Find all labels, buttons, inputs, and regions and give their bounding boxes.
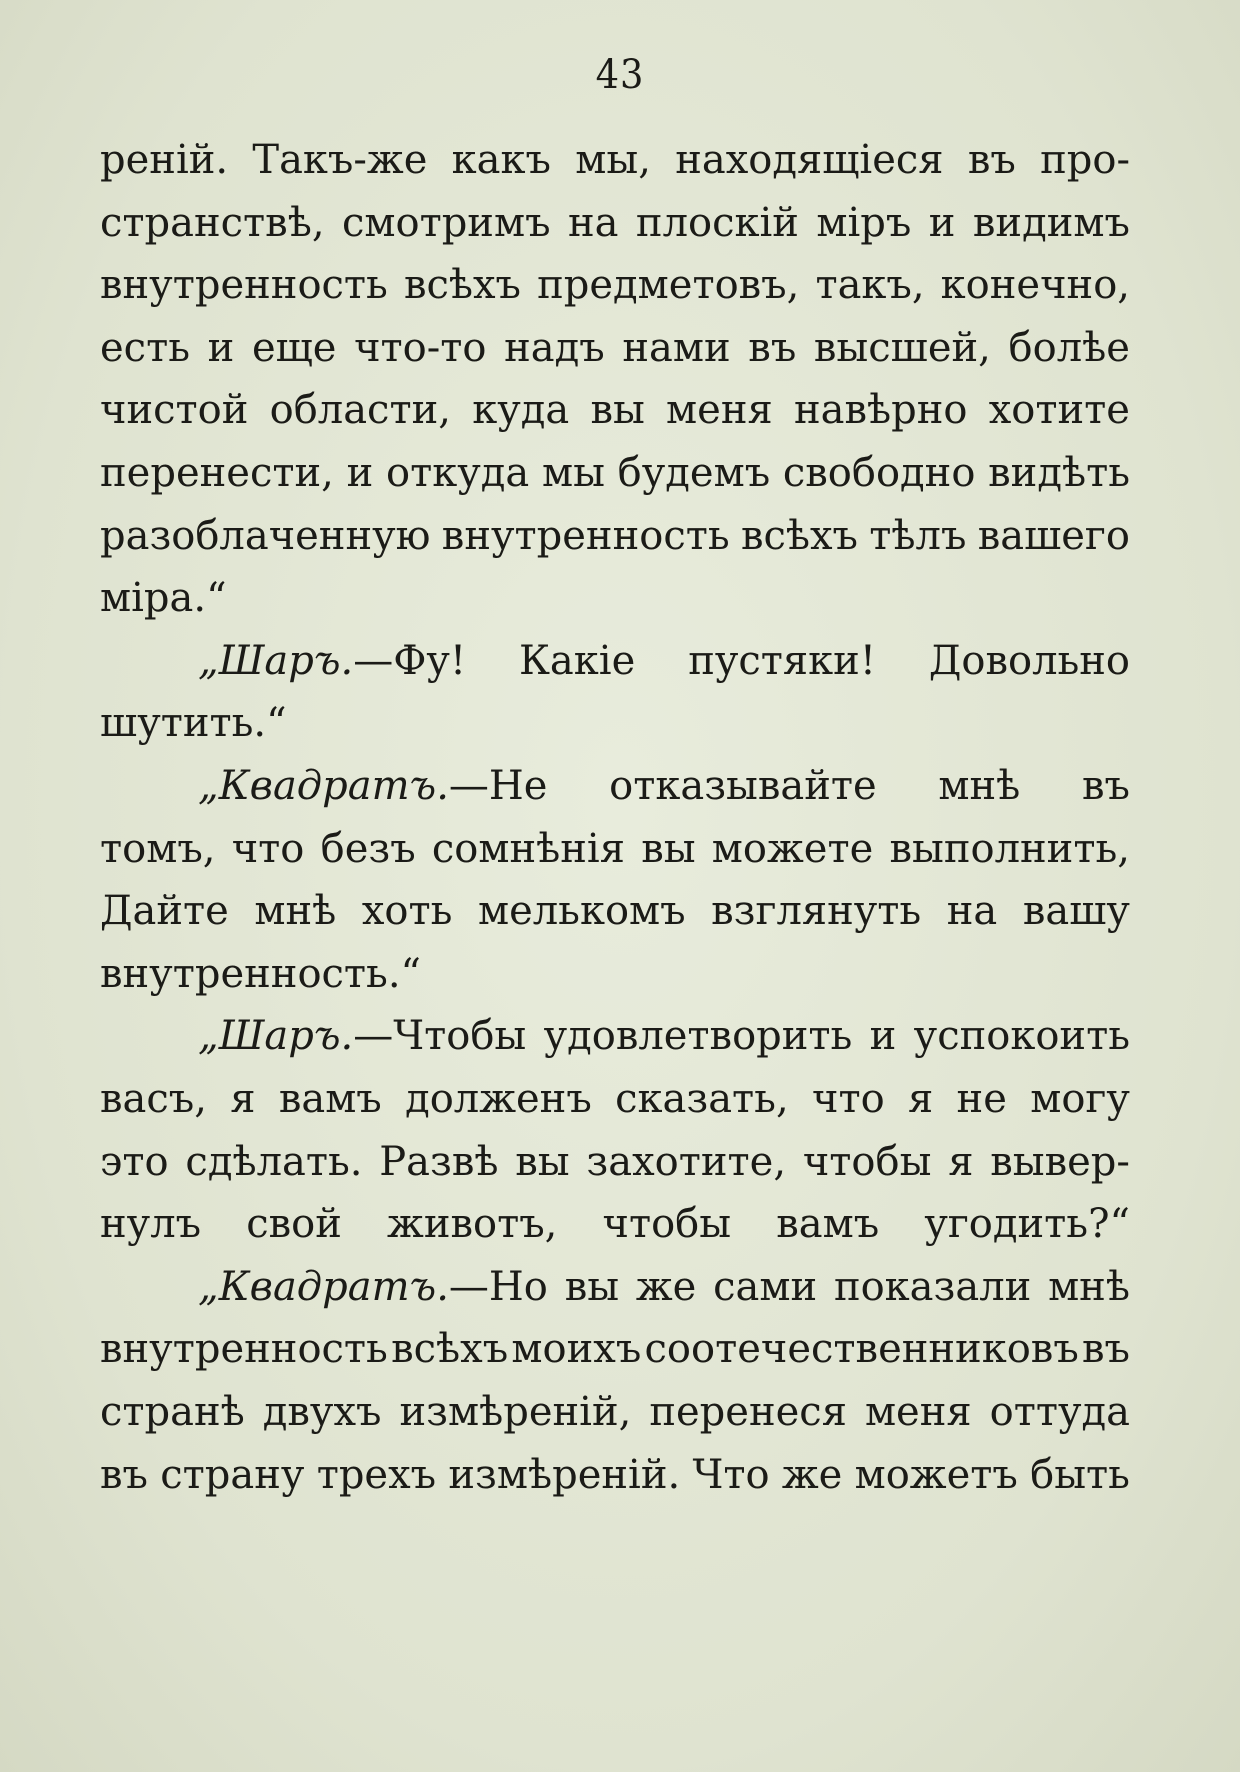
word: меня — [666, 387, 773, 434]
word: что — [812, 1076, 885, 1122]
word: угодить?“ — [924, 1201, 1130, 1248]
word: разоблаченную — [100, 512, 431, 559]
text-line — [100, 942, 1130, 1006]
word: вашу — [1022, 888, 1130, 935]
text-line — [100, 378, 1130, 442]
word: что — [231, 825, 305, 872]
speaker-name: „Квадратъ. — [198, 763, 449, 809]
word: —Но — [448, 1263, 548, 1310]
word: удовлетворить — [543, 1013, 853, 1060]
word: чистой — [100, 387, 249, 434]
text-line — [100, 817, 1130, 881]
text-line — [100, 1317, 1130, 1381]
word: захотите, — [586, 1138, 787, 1185]
word: Довольно — [928, 637, 1130, 684]
word: такъ, — [815, 262, 925, 309]
word: болѣе — [1008, 324, 1130, 371]
word: вы — [564, 1263, 620, 1310]
word: —Фу! — [353, 637, 467, 684]
word: измѣреній, — [399, 1389, 632, 1435]
text-line — [198, 754, 1130, 818]
text-line — [198, 629, 1130, 693]
word: животъ, — [387, 1201, 558, 1248]
word: тѣлъ — [869, 512, 967, 559]
text-line — [100, 128, 1130, 192]
speaker-lead — [198, 1255, 548, 1319]
word: показали — [833, 1263, 1032, 1310]
word: перенести, — [100, 450, 334, 496]
word: въ — [967, 137, 1016, 183]
text-line — [100, 1067, 1130, 1131]
word: что-то — [354, 324, 487, 371]
word: шутить.“ — [100, 700, 287, 747]
word: трехъ — [316, 1451, 437, 1498]
word: Что — [692, 1451, 770, 1498]
word: куда — [472, 387, 570, 434]
word: не — [956, 1076, 1007, 1122]
word: мнѣ — [938, 763, 1021, 809]
text-line — [100, 879, 1130, 943]
word: внутренность — [441, 512, 730, 559]
word: оттуда — [989, 1389, 1130, 1435]
word: какъ — [451, 137, 551, 183]
word: въ — [100, 1451, 148, 1498]
speaker-lead — [198, 629, 466, 693]
word: вамъ — [278, 1076, 382, 1122]
word: я — [230, 1076, 256, 1122]
word: внутренность — [100, 1326, 388, 1373]
word: хотите — [988, 387, 1130, 434]
speaker-name: „Квадратъ. — [198, 1263, 449, 1310]
word: области, — [269, 387, 451, 434]
text-line — [100, 441, 1130, 505]
word: про- — [1040, 137, 1130, 183]
word: нами — [622, 324, 731, 371]
word: двухъ — [262, 1389, 382, 1435]
word: откуда — [386, 450, 530, 496]
word: мнѣ — [1048, 1263, 1130, 1310]
speaker-name: „Шаръ. — [198, 637, 354, 684]
word: сказать, — [615, 1076, 789, 1122]
word: Дайте — [100, 888, 229, 935]
word: сдѣлать. — [185, 1138, 363, 1185]
word: смотримъ — [341, 199, 551, 246]
word: въ — [1082, 1326, 1130, 1373]
word: странѣ — [100, 1389, 245, 1435]
word: соотечественниковъ — [644, 1326, 1079, 1373]
word: внутренность.“ — [100, 950, 421, 997]
word: нулъ — [100, 1201, 202, 1248]
page-number: 43 — [595, 52, 645, 98]
speaker-lead — [198, 1004, 526, 1068]
word: свободно — [782, 450, 976, 496]
word: и — [869, 1013, 897, 1060]
word: это — [100, 1138, 169, 1185]
word: Какіе — [518, 637, 636, 684]
word: долженъ — [405, 1076, 592, 1122]
word: вашего — [977, 512, 1130, 559]
word: я — [948, 1138, 974, 1185]
word: отказывайте — [609, 763, 877, 809]
word: на — [946, 888, 998, 935]
text-line — [100, 504, 1130, 568]
text-line — [100, 1380, 1130, 1444]
text-line — [100, 191, 1130, 255]
word: —Не — [448, 763, 548, 809]
word: вывер- — [990, 1138, 1130, 1185]
word: навѣрно — [793, 387, 968, 434]
word: міра.“ — [100, 575, 227, 622]
word: вы — [641, 825, 696, 872]
word: всѣхъ — [403, 262, 521, 309]
text-line — [100, 1130, 1130, 1194]
text-line — [100, 566, 1130, 630]
word: сами — [713, 1263, 818, 1310]
word: я — [907, 1076, 934, 1122]
word: сомнѣнія — [431, 825, 625, 872]
word: въ — [1082, 763, 1130, 809]
word: безъ — [320, 825, 416, 872]
word: мелькомъ — [477, 888, 686, 935]
word: чтобы — [602, 1201, 732, 1248]
word: Такъ-же — [252, 137, 428, 183]
word: мы — [541, 450, 605, 496]
word: меня — [864, 1389, 972, 1435]
word: вамъ — [776, 1201, 880, 1248]
word: можетъ — [854, 1451, 1018, 1498]
word: успокоить — [913, 1013, 1130, 1060]
word: внутренность — [100, 262, 388, 309]
word: пустяки! — [688, 637, 876, 684]
word: васъ, — [100, 1076, 207, 1122]
word: странствѣ, — [100, 199, 325, 246]
text-line — [100, 1192, 1130, 1256]
word: всѣхъ — [391, 1326, 509, 1373]
text-line — [100, 1443, 1130, 1507]
text-line — [198, 1255, 1130, 1319]
word: мнѣ — [254, 888, 337, 935]
word: въ — [748, 324, 797, 371]
speaker-name: „Шаръ. — [198, 1013, 354, 1060]
word: выполнить, — [889, 825, 1130, 872]
word: мы, — [575, 137, 651, 183]
word: еще — [251, 324, 337, 371]
word: реній. — [100, 137, 229, 183]
word: всѣхъ — [740, 512, 858, 559]
word: конечно, — [940, 262, 1130, 309]
word: и — [928, 199, 956, 246]
word: высшей, — [813, 324, 991, 371]
text-line — [100, 316, 1130, 380]
text-line — [100, 691, 1130, 755]
word: измѣреній. — [448, 1451, 681, 1498]
word: Развѣ — [379, 1138, 499, 1185]
word: находящіеся — [675, 137, 944, 183]
word: видимъ — [972, 199, 1130, 246]
text-line — [100, 253, 1130, 317]
word: плоскій — [635, 199, 799, 246]
speaker-lead — [198, 754, 547, 818]
word: же — [781, 1451, 843, 1498]
word: и — [346, 450, 374, 496]
word: на — [567, 199, 619, 246]
word: можете — [711, 825, 874, 872]
word: міръ — [816, 199, 912, 246]
word: вы — [515, 1138, 570, 1185]
word: видѣть — [988, 450, 1130, 496]
word: быть — [1030, 1451, 1130, 1498]
word: вы — [590, 387, 645, 434]
word: томъ, — [100, 825, 216, 872]
word: предметовъ, — [537, 262, 800, 309]
word: взглянуть — [711, 888, 922, 935]
word: перенеся — [649, 1389, 847, 1435]
word: могу — [1030, 1076, 1130, 1122]
word: надъ — [504, 324, 605, 371]
word: моихъ — [511, 1326, 642, 1373]
word: свой — [246, 1201, 342, 1248]
word: же — [635, 1263, 697, 1310]
word: чтобы — [802, 1138, 932, 1185]
text-line — [198, 1004, 1130, 1068]
word: —Чтобы — [353, 1013, 527, 1060]
word: есть — [100, 324, 190, 371]
word: хоть — [361, 888, 453, 935]
word: страну — [160, 1451, 305, 1498]
word: будемъ — [617, 450, 771, 496]
word: и — [207, 324, 235, 371]
